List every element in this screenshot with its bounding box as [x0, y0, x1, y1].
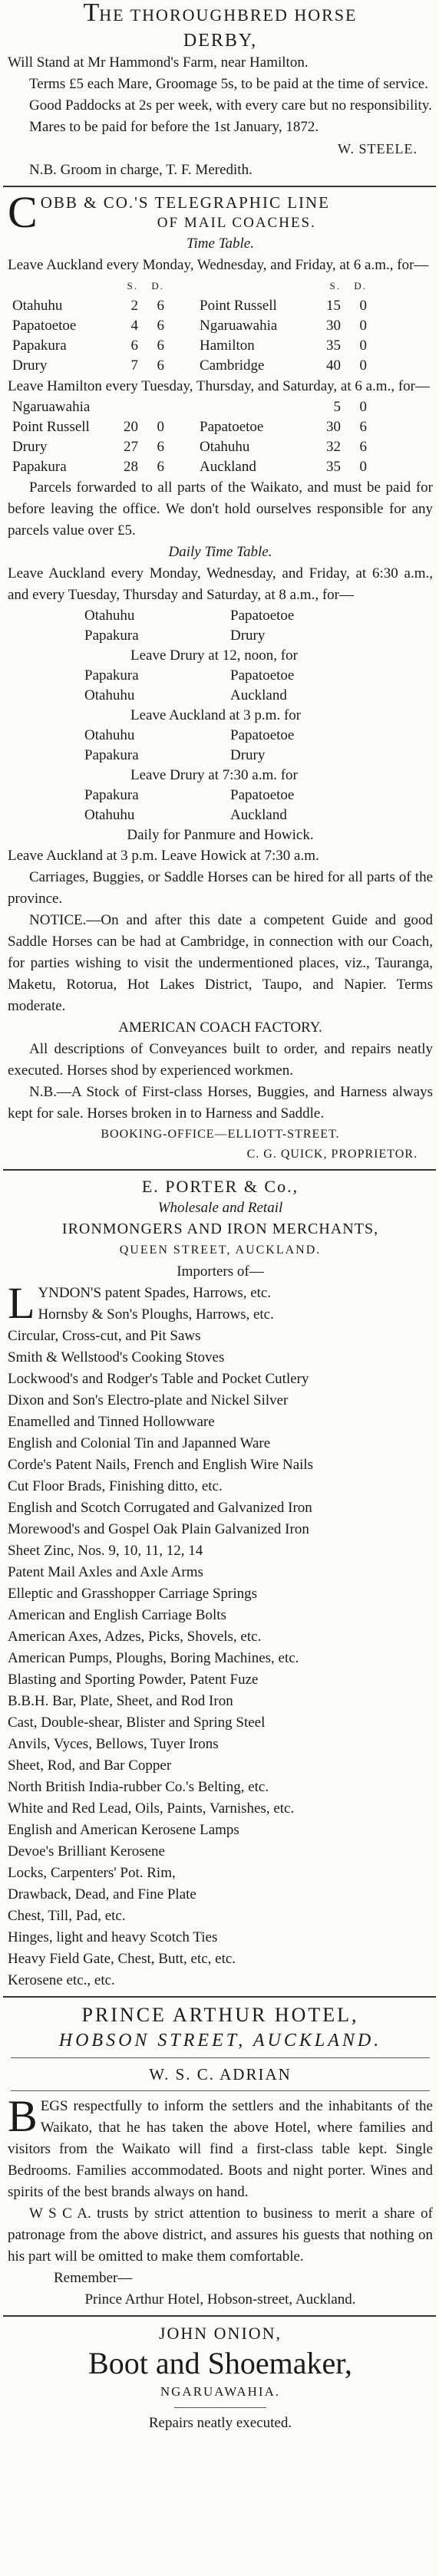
porter-item-list: [8, 1326, 433, 1991]
porter-item: American and English Carriage Bolts: [8, 1607, 226, 1623]
porter-item: Elleptic and Grasshopper Carriage Springs: [8, 1586, 258, 1602]
porter-name: E. PORTER & Co.,: [141, 1177, 299, 1196]
porter-item: Patent Mail Axles and Axle Arms: [8, 1564, 203, 1580]
derby-heading-initial: T: [83, 0, 100, 27]
porter-advertisement: [0, 1175, 439, 1991]
daily-row: Otahuhu Auckland: [84, 687, 287, 703]
panmure-times: Leave Auckland at 3 p.m. Leave Howick at 7:30 a.m.: [8, 848, 319, 864]
derby-line-3: Good Paddocks at 2s per week, with every care but no responsibility.: [29, 97, 432, 114]
hotel-address: Prince Arthur Hotel, Hobson-street, Auckland.: [84, 2291, 356, 2308]
porter-item: Sheet, Rod, and Bar Copper: [8, 1757, 172, 1774]
porter-item: Blasting and Sporting Powder, Patent Fuze: [8, 1672, 259, 1688]
porter-item: Locks, Carpenters' Pot. Rim,: [8, 1865, 176, 1881]
factory-heading: AMERICAN COACH FACTORY.: [118, 1020, 322, 1036]
hotel-body: B EGS respectfully to inform the settlers and the inhabitants of the Waikato, that he has taken the above Hotel, where families and visitors from the Waikato will find a first-class table kept. Single Bedrooms. Families accommodated. Boots and night porter. Wines and spirits of the best brands always on hand.: [8, 2096, 433, 2200]
fare-row: Ngaruawahia 5 0: [12, 399, 367, 415]
daily-time-table-label: Daily Time Table.: [168, 544, 272, 560]
porter-item: English and American Kerosene Lamps: [8, 1822, 239, 1838]
hotel-drop-cap: B: [8, 2096, 38, 2141]
derby-heading: [8, 2, 433, 29]
cobb-heading-line-2: OF MAIL COACHES.: [157, 215, 316, 231]
porter-item: American Axes, Adzes, Picks, Shovels, etc.: [8, 1629, 262, 1645]
porter-item: Anvils, Vyces, Bellows, Tuyer Irons: [8, 1736, 219, 1752]
derby-line-1: Will Stand at Mr Hammond's Farm, near Hamilton.: [8, 54, 309, 71]
porter-item: North British India-rubber Co.'s Belting, etc.: [8, 1779, 269, 1795]
cobb-advertisement: [0, 192, 439, 1164]
cobb-drop-cap: C: [8, 192, 38, 233]
fare-row: Point Russell 20 0 Papatoetoe 30 6: [12, 419, 367, 435]
importers-label: Importers of—: [177, 1263, 264, 1280]
daily-row: Papakura Papatoetoe: [84, 667, 295, 684]
time-table-label: Time Table.: [186, 236, 254, 252]
divider: [3, 2315, 436, 2317]
hotel-street: HOBSON STREET, AUCKLAND.: [58, 2031, 382, 2051]
leave-hamilton-text: Leave Hamilton every Tuesday, Thursday, and Saturday, at 6 a.m., for—: [8, 378, 430, 394]
fares-from-auckland-table: [9, 276, 370, 376]
daily-row: Papakura Drury: [84, 747, 266, 763]
cobb-proprietor: C. G. QUICK, PROPRIETOR.: [246, 1148, 418, 1161]
porter-item: White and Red Lead, Oils, Paints, Varnishes, etc.: [8, 1800, 295, 1817]
porter-item: B.B.H. Bar, Plate, Sheet, and Rod Iron: [8, 1693, 233, 1709]
daily-departure: Leave Drury at 7:30 a.m. for: [130, 767, 298, 783]
onion-repairs: Repairs neatly executed.: [148, 2415, 292, 2431]
daily-intro: Leave Auckland every Monday, Wednesday, and Friday, at 6:30 a.m., and every Tuesday, Thursday and Saturday, at 8 a.m., for—: [8, 565, 433, 603]
daily-row: Otahuhu Auckland: [84, 807, 287, 823]
porter-item: Kerosene etc., etc.: [8, 1972, 115, 1988]
porter-item: Sheet Zinc, Nos. 9, 10, 11, 12, 14: [8, 1543, 203, 1559]
divider: [3, 1169, 436, 1171]
onion-advertisement: [0, 2321, 439, 2434]
onion-place: NGARUAWAHIA.: [160, 2384, 281, 2399]
cobb-heading: [8, 192, 433, 233]
daily-row: Otahuhu Papatoetoe: [84, 727, 295, 743]
fare-row: Papakura 6 6 Hamilton 35 0: [12, 338, 367, 354]
fare-row: Papatoetoe 4 6 Ngaruawahia 30 0: [12, 318, 367, 334]
fares-from-hamilton-table: [9, 397, 370, 477]
notice-text: NOTICE.—On and after this date a competent Guide and good Saddle Horses can be had at Cambridge, in connection with our Coach, for parties wishing to visit the undermentioned places, viz., Tauranga, Maketu, Rotorua, Hot Lakes District, Taupo, and Napier. Terms moderate.: [8, 912, 433, 1014]
divider: [3, 1996, 436, 1998]
fare-row: Drury 7 6 Cambridge 40 0: [12, 357, 367, 374]
porter-address: QUEEN STREET, AUCKLAND.: [119, 1244, 322, 1257]
porter-item: Morewood's and Gospel Oak Plain Galvanized Iron: [8, 1521, 309, 1537]
derby-heading-rest: HE THOROUGHBRED HORSE: [99, 5, 358, 25]
porter-item: American Pumps, Ploughs, Boring Machines, etc.: [8, 1650, 299, 1666]
porter-first-item: L YNDON'S patent Spades, Harrows, etc. Hornsby & Son's Ploughs, Harrows, etc.: [8, 1283, 433, 1326]
derby-line-2: Terms £5 each Mare, Groomage 5s, to be paid at the time of service.: [29, 76, 428, 92]
hotel-name: PRINCE ARTHUR HOTEL,: [81, 2004, 359, 2026]
hotel-remember: Remember—: [54, 2270, 133, 2286]
derby-advertisement: [0, 0, 439, 181]
hotel-advertisement: [0, 2002, 439, 2311]
daily-row: Papakura Drury: [84, 628, 266, 644]
porter-item: Cut Floor Brads, Finishing ditto, etc.: [8, 1478, 223, 1494]
derby-horse-name: DERBY,: [183, 31, 258, 51]
onion-name: JOHN ONION,: [158, 2324, 282, 2343]
divider: [3, 186, 436, 187]
divider: [11, 2057, 430, 2058]
leave-auckland-text: Leave Auckland every Monday, Wednesday, and Friday, at 6 a.m., for—: [8, 257, 429, 273]
daily-schedule: [8, 606, 433, 825]
hotel-proprietor: W. S. C. ADRIAN: [149, 2065, 292, 2084]
porter-item: Drawback, Dead, and Fine Plate: [8, 1886, 196, 1902]
porter-item: Cast, Double-shear, Blister and Spring Steel: [8, 1715, 266, 1731]
porter-item: Devoe's Brilliant Kerosene: [8, 1843, 165, 1860]
daily-departure: Leave Drury at 12, noon, for: [130, 647, 298, 664]
porter-item: Dixon and Son's Electro-plate and Nickel Silver: [8, 1392, 289, 1408]
porter-item: Corde's Patent Nails, French and English Wire Nails: [8, 1457, 314, 1473]
daily-row: Papakura Papatoetoe: [84, 787, 295, 803]
divider: [174, 2407, 266, 2408]
porter-item: Hinges, light and heavy Scotch Ties: [8, 1929, 218, 1945]
fare-row: Papakura 28 6 Auckland 35 0: [12, 459, 367, 475]
porter-item: Heavy Field Gate, Chest, Butt, etc, etc.: [8, 1951, 236, 1967]
onion-trade: Boot and Shoemaker,: [88, 2346, 352, 2380]
porter-item: Smith & Wellstood's Cooking Stoves: [8, 1349, 225, 1365]
fares-unit-row: S. D. S. D.: [127, 280, 367, 292]
derby-line-4: Mares to be paid for before the 1st January, 1872.: [29, 119, 319, 135]
derby-note: N.B. Groom in charge, T. F. Meredith.: [29, 162, 253, 178]
porter-subtitle: Wholesale and Retail: [157, 1200, 283, 1216]
divider: [11, 2090, 430, 2091]
fare-row: Drury 27 6 Otahuhu 32 6: [12, 439, 367, 455]
panmure-heading: Daily for Panmure and Howick.: [127, 827, 314, 843]
factory-body: All descriptions of Conveyances built to order, and repairs neatly executed. Horses shod by experienced workmen.: [8, 1041, 433, 1079]
porter-trade: IRONMONGERS AND IRON MERCHANTS,: [61, 1220, 379, 1237]
porter-item: Hornsby & Son's Ploughs, Harrows, etc.: [38, 1306, 274, 1323]
derby-signature: W. STEELE.: [338, 141, 418, 156]
porter-item: English and Colonial Tin and Japanned Ware: [8, 1435, 271, 1451]
booking-office: BOOKING-OFFICE—ELLIOTT-STREET.: [101, 1128, 340, 1141]
fare-row: Otahuhu 2 6 Point Russell 15 0: [12, 298, 367, 314]
stock-note: N.B.—A Stock of First-class Horses, Buggies, and Harness always kept for sale. Horses broken in to Harness and Saddle.: [8, 1084, 433, 1122]
cobb-heading-line-1: OBB & CO.'S TELEGRAPHIC LINE: [40, 193, 331, 212]
daily-row: Otahuhu Papatoetoe: [84, 608, 295, 624]
porter-item: Enamelled and Tinned Hollowware: [8, 1414, 215, 1430]
porter-item: Chest, Till, Pad, etc.: [8, 1908, 126, 1924]
porter-drop-cap: L: [8, 1283, 35, 1326]
porter-item: English and Scotch Corrugated and Galvanized Iron: [8, 1500, 312, 1516]
porter-item: Circular, Cross-cut, and Pit Saws: [8, 1328, 201, 1344]
porter-item: Lockwood's and Rodger's Table and Pocket Cutlery: [8, 1371, 309, 1387]
daily-departure: Leave Auckland at 3 p.m. for: [130, 707, 302, 723]
parcels-note: Parcels forwarded to all parts of the Waikato, and must be paid for before leaving the office. We don't hold ourselves responsible for any parcels value over £5.: [8, 479, 433, 539]
carriages-note: Carriages, Buggies, or Saddle Horses can be hired for all parts of the province.: [8, 869, 433, 907]
hotel-body-2: W S C A. trusts by strict attention to business to merit a share of patronage from the above district, and assures his guests that nothing on his part will be omitted to make them comfortable.: [8, 2205, 433, 2265]
